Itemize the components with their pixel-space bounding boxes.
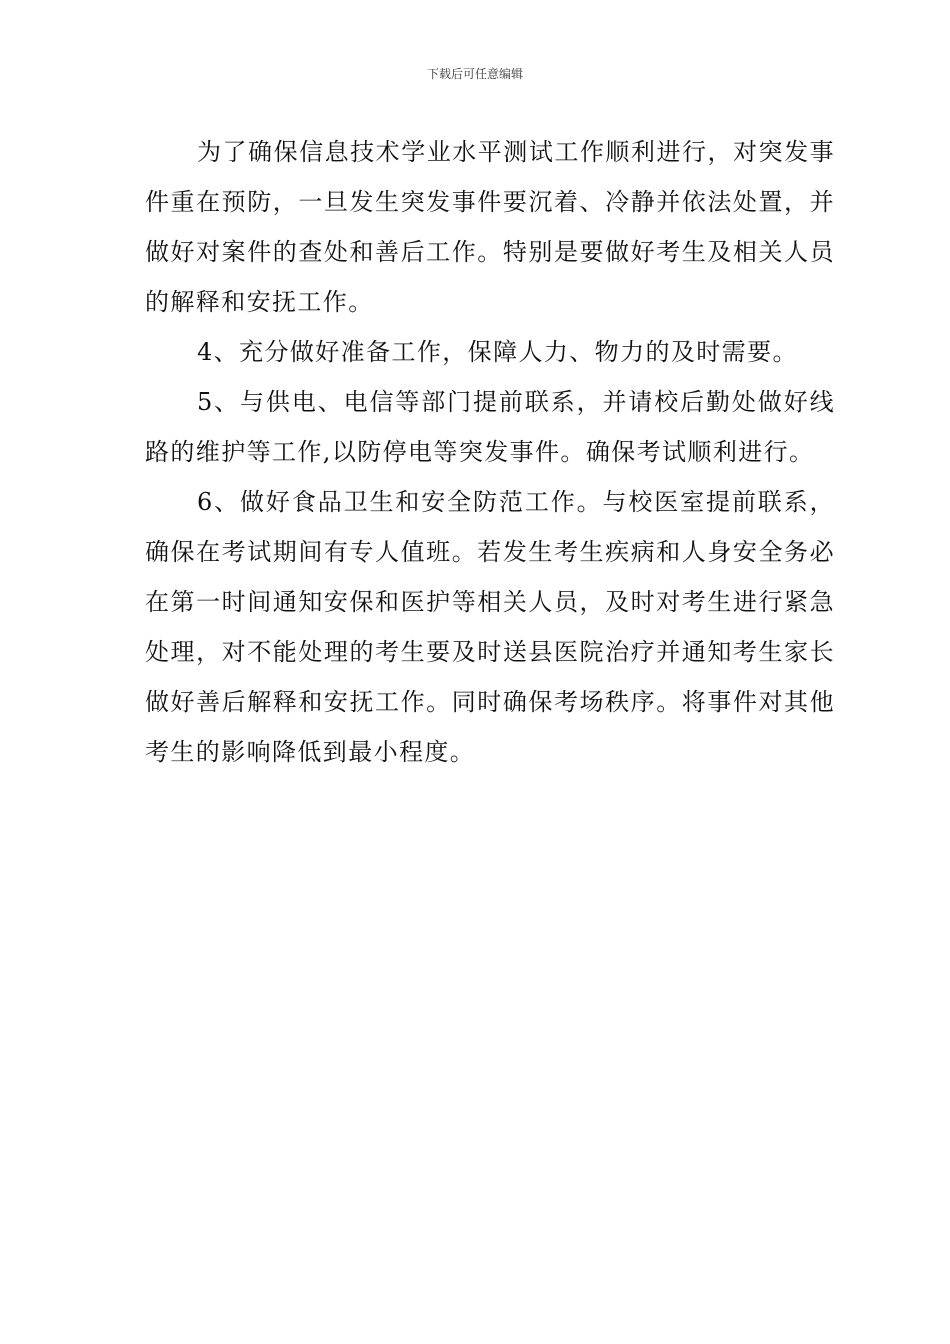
paragraph-emergency-prevention: 为了确保信息技术学业水平测试工作顺利进行，对突发事件重在预防，一旦发生突发事件要沉着、冷静并依法处置，并做好对案件的查处和善后工作。特别是要做好考生及相关人员的解释和安抚工作。 <box>145 138 835 316</box>
paragraph-item-6: 6、做好食品卫生和安全防范工作。与校医室提前联系，确保在考试期间有专人值班。若发生考生疾病和人身安全务必在第一时间通知安保和医护等相关人员，及时对考生进行紧急处理，对不能处理的考生要及时送县医院治疗并通知考生家长做好善后解释和安抚工作。同时确保考场秩序。将事件对其他考生的影响降低到最小程度。 <box>145 488 835 766</box>
document-body <box>145 127 835 777</box>
paragraph-item-5: 5、与供电、电信等部门提前联系，并请校后勤处做好线路的维护等工作,以防停电等突发事件。确保考试顺利进行。 <box>145 388 835 466</box>
page-header: 下载后可任意编辑 <box>426 67 523 81</box>
paragraph-item-4: 4、充分做好准备工作，保障人力、物力的及时需要。 <box>197 338 798 366</box>
